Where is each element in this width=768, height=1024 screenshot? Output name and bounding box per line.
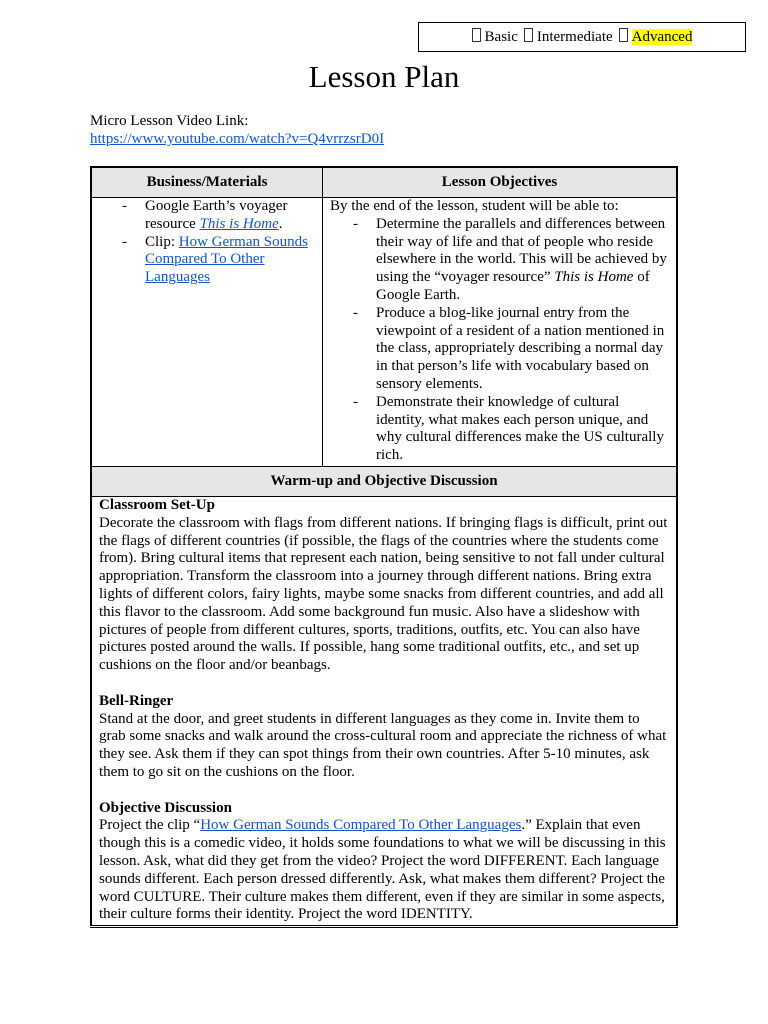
checkbox-icon: [619, 28, 628, 42]
page-title: Lesson Plan: [308, 59, 460, 94]
checkbox-icon: [524, 28, 533, 42]
section-title: Objective Discussion: [99, 799, 232, 816]
materials-header: Business/Materials: [91, 167, 323, 198]
level-basic[interactable]: Basic: [472, 28, 518, 47]
materials-cell: [91, 198, 323, 467]
objectives-intro: By the end of the lesson, student will be able to:: [330, 198, 619, 214]
objectives-header: Lesson Objectives: [323, 167, 678, 198]
section-text: Stand at the door, and greet students in different languages as they come in. Invite them to grab some snacks and walk around the cross-cultural room and appreciate the richness of what they see. Ask them if they can spot things from their own countries. After 5-10 minutes, ask them to go sit on the cushions on the floor.: [99, 710, 667, 780]
section-text: Decorate the classroom with flags from different nations. If bringing flags is difficult, print out the flags of different countries (if possible, the flags of the countries where the students come from). Bring cultural items that represent each nation, being sensitive to not fall under cultural appropriation. Transform the classroom into a journey through different nations. Bring extra lights of different colors, fairy lights, maybe some snacks from different countries, and add all this flavor to the classroom. Add some background fun music. Also have a slideshow with pictures of people from different cultures, sports, traditions, outfits, etc. You can also have pictures posted around the walls. If possible, hang some traditional outfits, etc., and set up cushions on the floor and/or beanbags.: [99, 514, 668, 674]
level-advanced[interactable]: Advanced: [619, 28, 693, 47]
material-item: - Google Earth’s voyager resource This is Home.: [122, 198, 288, 232]
german-sounds-link[interactable]: How German Sounds Compared To Other Languages: [145, 233, 308, 286]
objective-item: - Demonstrate their knowledge of cultural identity, what makes each person unique, and why cultural differences make the US culturally rich.: [353, 393, 664, 464]
warmup-header: Warm-up and Objective Discussion: [91, 467, 677, 497]
objectives-cell: [323, 198, 678, 467]
material-item: - Clip: How German Sounds Compared To Other Languages: [122, 233, 308, 286]
lesson-table: [90, 166, 678, 928]
section-text: Project the clip “How German Sounds Compared To Other Languages.” Explain that even though this is a comedic video, it holds some foundations to what we will be discussing in this lesson. Ask, what did they get from the video? Project the word DIFFERENT. Each language sounds different. Each person dressed differently. Ask, what makes them different? Project the word CULTURE. Their culture makes them different, even if they are similar in some aspects, their culture forms their identity. Project the word IDENTITY.: [99, 817, 666, 923]
section-title: Classroom Set-Up: [99, 497, 215, 513]
this-is-home-link[interactable]: This is Home: [199, 215, 279, 232]
german-sounds-link-2[interactable]: How German Sounds Compared To Other Languages: [200, 817, 522, 834]
level-selector: [418, 22, 746, 52]
objective-item: - Produce a blog-like journal entry from the viewpoint of a resident of a nation mentioned in the class, appropriately describing a normal day in that person’s life with vocabulary based on sensory elements.: [353, 304, 665, 392]
objective-item: - Determine the parallels and differences between their way of life and that of people who reside elsewhere in the world. This will be achieved by using the “voyager resource” This is Home of Google Earth.: [353, 215, 667, 303]
video-link[interactable]: https://www.youtube.com/watch?v=Q4vrrzsrD0I: [90, 130, 385, 147]
section-title: Bell-Ringer: [99, 692, 174, 709]
level-intermediate[interactable]: Intermediate: [524, 28, 613, 47]
warmup-body: [91, 497, 677, 927]
video-link-block: [90, 113, 384, 149]
checkbox-icon: [472, 28, 481, 42]
video-link-label: Micro Lesson Video Link:: [90, 113, 249, 129]
